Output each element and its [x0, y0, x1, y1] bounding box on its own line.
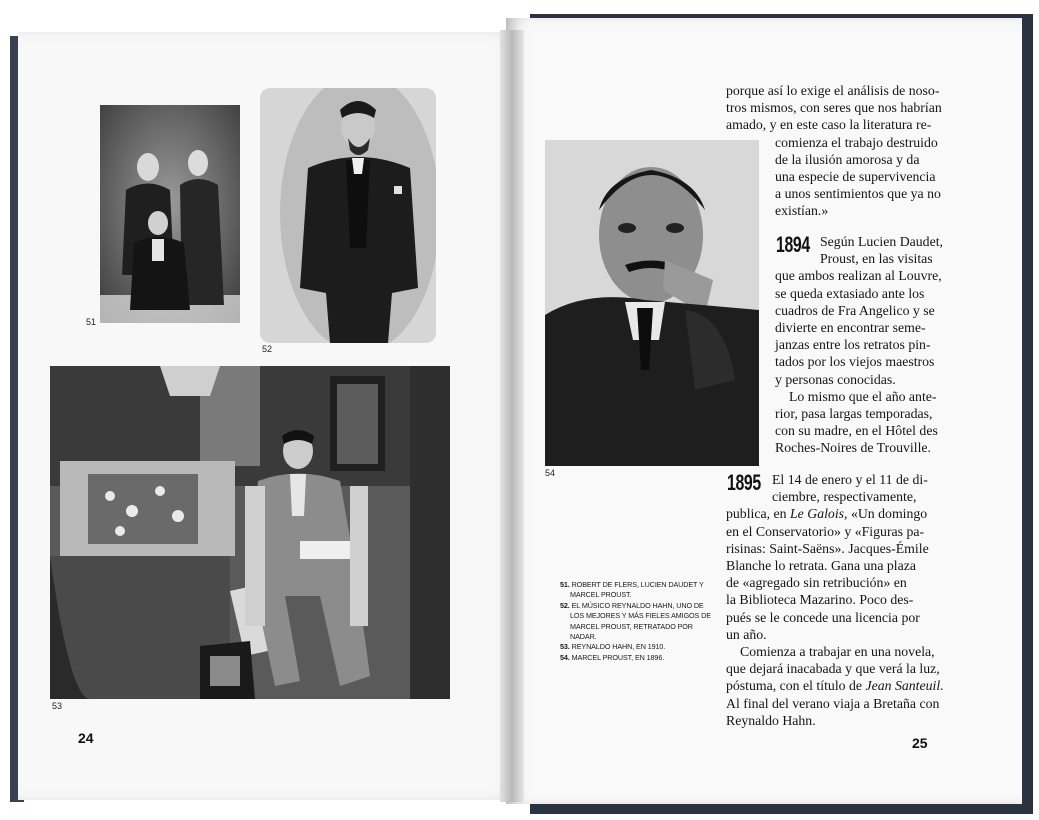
text-line: existían.»: [775, 203, 829, 219]
text-line: que ambos realizan al Louvre,: [775, 268, 942, 284]
text-line: la Biblioteca Mazarino. Poco des-: [726, 592, 914, 608]
caption-53: 53. REYNALDO HAHN, EN 1910.: [560, 642, 666, 652]
text-line: Proust, en las visitas: [820, 251, 933, 267]
caption-54: 54. MARCEL PROUST, EN 1896.: [560, 652, 665, 662]
text-line: amado, y en este caso la literatura re-: [726, 117, 932, 133]
text-line: El 14 de enero y el 11 de di-: [772, 472, 928, 487]
fig-number-52: 52: [262, 344, 273, 354]
text-line: tros mismos, con seres que nos habrían: [726, 100, 942, 116]
page-number-right: 25: [912, 735, 928, 751]
text-line: Blanche lo retrata. Gana una plaza: [726, 558, 916, 573]
text-line: tados por los viejos maestros: [775, 354, 935, 370]
entry-1895-text-a: [772, 471, 928, 505]
text-line: porque así lo exige el análisis de noso-: [726, 83, 940, 98]
text-line: Reynaldo Hahn.: [726, 712, 816, 728]
text-line: una especie de supervivencia: [775, 169, 936, 184]
text-line: risinas: Saint-Saëns». Jacques-Émile: [726, 540, 929, 556]
text-line: un año.: [726, 626, 767, 642]
year-1895: 1895: [727, 470, 761, 495]
text-line: Según Lucien Daudet,: [820, 234, 943, 249]
text-line: con su madre, en el Hôtel des: [775, 423, 938, 439]
text-line: cuadros de Fra Angelico y se: [775, 302, 935, 318]
text-line: que dejará inacabada y que verá la luz,: [726, 661, 940, 677]
page-number-left: 24: [78, 730, 94, 746]
fig-number-54: 54: [545, 468, 556, 478]
text-line: rior, pasa largas temporadas,: [775, 406, 933, 422]
entry-1895-text-b: [726, 505, 944, 729]
intro-text-narrow: [775, 134, 945, 220]
text-line: Comienza a trabajar en una novela,: [740, 644, 935, 660]
text-line: publica, en Le Galois, «Un domingo: [726, 506, 928, 522]
photo-54: [545, 140, 759, 466]
text-line: de la ilusión amorosa y da: [775, 151, 920, 167]
text-line: Lo mismo que el año ante-: [789, 388, 937, 404]
text-line: a unos sentimientos que ya no: [775, 186, 941, 202]
year-1894: 1894: [776, 232, 810, 257]
caption-51: 51. ROBERT DE FLERS, LUCIEN DAUDET Y MARCEL PROUST.: [560, 580, 704, 600]
photo-51: [100, 105, 240, 323]
caption-52: 52. EL MÚSICO REYNALDO HAHN, UNO DE LOS MEJORES Y MÁS FIELES AMIGOS DE MARCEL PROUST, RETRATADO POR NADAR.: [560, 600, 711, 642]
book-gutter: [500, 30, 524, 802]
text-line: Roches-Noires de Trouville.: [775, 440, 931, 456]
text-line: de «agregado sin retribución» en: [726, 575, 907, 591]
text-line: janzas entre los retratos pin-: [775, 337, 931, 353]
fig-number-51: 51: [86, 317, 97, 327]
text-line: se queda extasiado ante los: [775, 285, 925, 301]
text-line: en el Conservatorio» y «Figuras pa-: [726, 523, 925, 539]
entry-1894-text-b: [775, 267, 942, 456]
text-line: Al final del verano viaja a Bretaña con: [726, 695, 940, 711]
text-line: comienza el trabajo destruido: [775, 134, 938, 150]
intro-text: [726, 82, 941, 134]
photo-52: [260, 88, 436, 343]
text-line: divierte en encontrar seme-: [775, 320, 926, 335]
fig-number-53: 53: [52, 701, 63, 711]
entry-1894-text-a: [820, 233, 943, 267]
text-line: pués se le concede una licencia por: [726, 609, 920, 625]
text-line: ciembre, respectivamente,: [772, 489, 917, 505]
photo-53: [50, 366, 450, 699]
text-line: y personas conocidas.: [775, 371, 896, 387]
text-line: póstuma, con el título de Jean Santeuil.: [726, 678, 944, 694]
caption-list: [560, 580, 712, 663]
